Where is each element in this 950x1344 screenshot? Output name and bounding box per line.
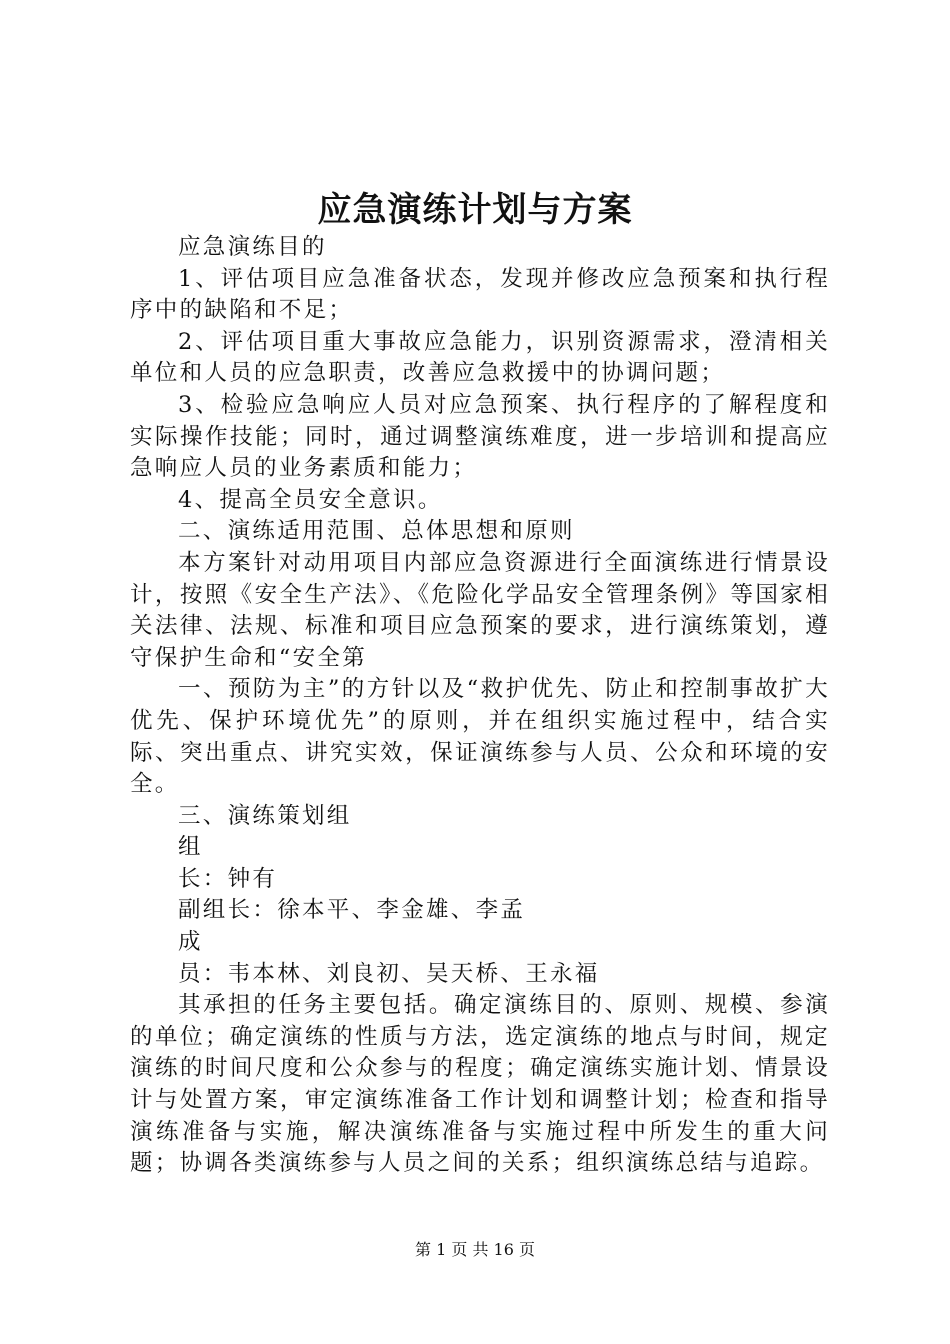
paragraph: 员：韦本林、刘良初、吴天桥、王永福 <box>178 960 600 987</box>
section-heading-planning-group: 三、演练策划组 <box>178 802 352 829</box>
paragraph: 成 <box>178 929 203 956</box>
section-heading-purpose: 应急演练目的 <box>178 234 327 260</box>
document-body <box>130 232 830 1180</box>
paragraph: 一、预防为主”的方针以及“救护优先、防止和控制事故扩大优先、保护环境优先”的原则，并在组织实施过程中，结合实际、突出重点、讲究实效，保证演练参与人员、公众和环境的安全。 <box>130 676 830 798</box>
paragraph: 2、评估项目重大事故应急能力，识别资源需求，澄清相关单位和人员的应急职责，改善应急救援中的协调问题； <box>130 328 830 387</box>
paragraph: 长：钟有 <box>178 865 278 892</box>
paragraph: 1、评估项目应急准备状态，发现并修改应急预案和执行程序中的缺陷和不足； <box>130 265 830 324</box>
paragraph: 副组长：徐本平、李金雄、李孟 <box>178 897 526 924</box>
page-number: 第 1 页 共 16 页 <box>415 1240 535 1259</box>
paragraph: 组 <box>178 834 203 861</box>
paragraph: 其承担的任务主要包括。确定演练目的、原则、规模、参演的单位；确定演练的性质与方法，选定演练的地点与时间，规定演练的时间尺度和公众参与的程度；确定演练实施计划、情景设计与处置方案，审定演练准备工作计划和调整计划；检查和指导演练准备与实施，解决演练准备与实施过程中所发生的重大问题；协调各类演练参与人员之间的关系；组织演练总结与追踪。 <box>130 992 830 1177</box>
paragraph: 3、检验应急响应人员对应急预案、执行程序的了解程度和实际操作技能；同时，通过调整演练难度，进一步培训和提高应急响应人员的业务素质和能力； <box>130 391 830 482</box>
paragraph: 本方案针对动用项目内部应急资源进行全面演练进行情景设计，按照《安全生产法》、《危险化学品安全管理条例》等国家相关法律、法规、标准和项目应急预案的要求，进行演练策划，遵守保护生命和“安全第 <box>130 549 830 671</box>
section-heading-scope: 二、演练适用范围、总体思想和原则 <box>178 518 575 545</box>
paragraph: 4、提高全员安全意识。 <box>178 486 443 513</box>
document-title: 应急演练计划与方案 <box>317 190 633 230</box>
